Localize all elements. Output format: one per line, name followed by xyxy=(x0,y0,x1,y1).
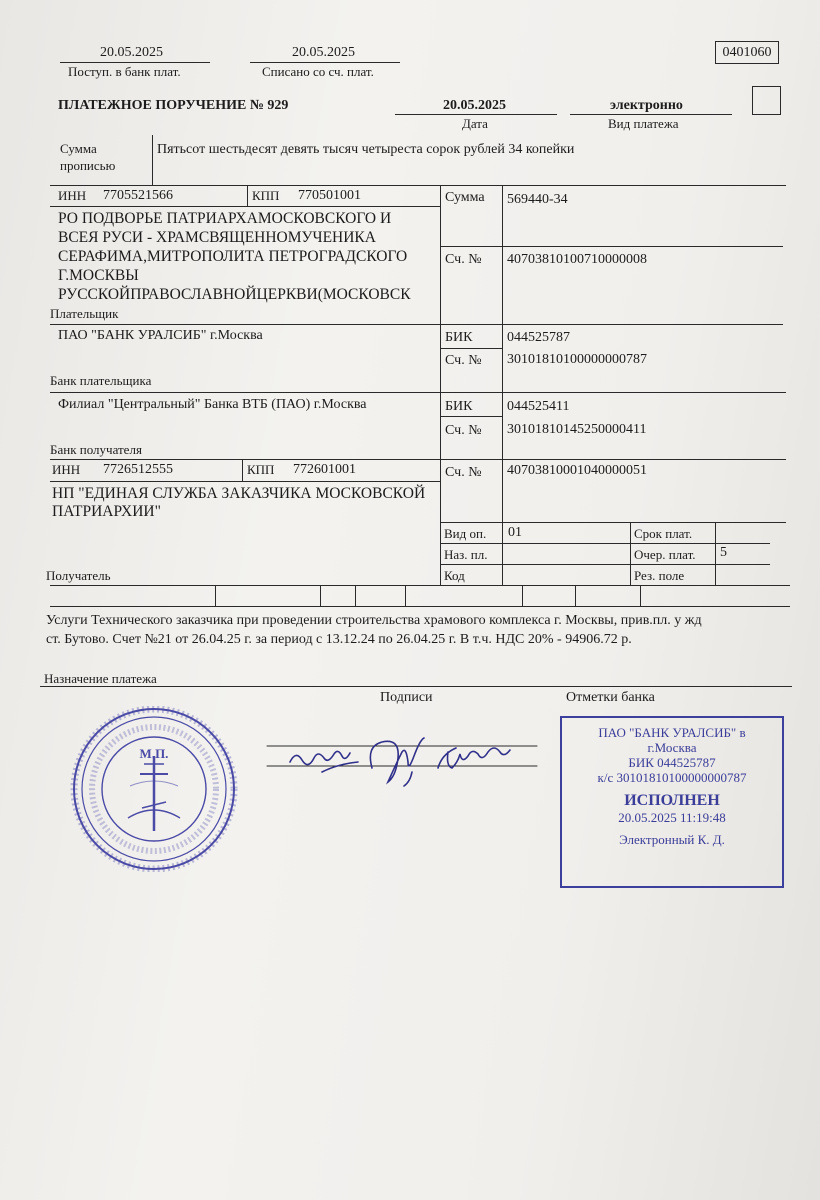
payer-bank-label: Банк плательщика xyxy=(50,373,152,388)
stamp-line-1: ПАО "БАНК УРАЛСИБ" в xyxy=(598,725,746,740)
payer-bank-bik-label: БИК xyxy=(445,330,473,345)
debited-label: Списано со сч. плат. xyxy=(262,64,374,79)
divider xyxy=(440,543,770,544)
divider xyxy=(40,686,792,687)
recipient-label: Получатель xyxy=(46,568,111,583)
payer-bank-account: 30101810100000000787 xyxy=(507,352,647,367)
divider xyxy=(570,114,732,115)
divider xyxy=(440,416,502,417)
divider xyxy=(50,481,440,482)
seal-mp-label: М.П. xyxy=(139,746,169,761)
payer-account-label: Сч. № xyxy=(445,252,482,267)
payer-inn-label: ИНН xyxy=(58,188,87,203)
recipient-kpp-label: КПП xyxy=(247,462,275,477)
divider xyxy=(215,585,216,606)
grid-line xyxy=(440,185,441,585)
recipient-bank-bik-label: БИК xyxy=(445,399,473,414)
divider xyxy=(440,564,770,565)
divider xyxy=(250,62,400,63)
payer-kpp-label: КПП xyxy=(252,188,280,203)
payment-type: электронно xyxy=(610,98,683,113)
recipient-bank-account-label: Сч. № xyxy=(445,423,482,438)
divider xyxy=(440,522,786,523)
amount-words-value: Пятьсот шестьдесят девять тысяч четыреста сорок рублей 34 копейки xyxy=(157,142,575,157)
recipient-bank-label: Банк получателя xyxy=(50,442,142,457)
priority-label: Очер. плат. xyxy=(634,547,696,562)
form-code: 0401060 xyxy=(715,41,779,64)
signature-text: шрей М.Глурио xyxy=(398,794,406,795)
divider xyxy=(320,585,321,606)
purpose-code-label: Наз. пл. xyxy=(444,547,488,562)
recipient-bank-bik: 044525411 xyxy=(507,399,570,414)
amount-label: Сумма xyxy=(445,190,485,205)
signatures-label: Подписи xyxy=(380,690,433,705)
payer-kpp: 770501001 xyxy=(298,188,361,203)
page-title: ПЛАТЕЖНОЕ ПОРУЧЕНИЕ № 929 xyxy=(58,98,289,113)
divider xyxy=(395,114,557,115)
payer-account: 40703810100710000008 xyxy=(507,252,647,267)
date-label: Дата xyxy=(462,116,488,131)
stamp-status: ИСПОЛНЕН xyxy=(624,792,720,809)
payer-label: Плательщик xyxy=(50,306,119,321)
recipient-kpp: 772601001 xyxy=(293,462,356,477)
divider xyxy=(50,324,783,325)
recipient-name-line: ПАТРИАРХИИ" xyxy=(52,503,161,520)
divider xyxy=(440,348,502,349)
divider xyxy=(50,585,790,586)
divider xyxy=(50,206,440,207)
recipient-account: 40703810001040000051 xyxy=(507,463,647,478)
recipient-inn: 7726512555 xyxy=(103,462,173,477)
divider xyxy=(522,585,523,606)
divider xyxy=(640,585,641,606)
stamp-timestamp: 20.05.2025 11:19:48 xyxy=(618,810,726,825)
divider xyxy=(630,522,631,585)
grid-line xyxy=(502,185,503,585)
purpose-label: Назначение платежа xyxy=(44,671,157,686)
payer-name-line: ВСЕЯ РУСИ - ХРАМСВЯЩЕННОМУЧЕНИКА xyxy=(58,229,376,246)
divider xyxy=(440,246,783,247)
signature-image xyxy=(262,728,542,798)
divider xyxy=(60,62,210,63)
divider xyxy=(50,392,786,393)
divider xyxy=(50,606,790,607)
bank-marks-label: Отметки банка xyxy=(566,690,655,705)
payer-name-line: РО ПОДВОРЬЕ ПАТРИАРХАМОСКОВСКОГО И xyxy=(58,210,392,227)
payment-type-label: Вид платежа xyxy=(608,116,679,131)
recipient-name-line: НП "ЕДИНАЯ СЛУЖБА ЗАКАЗЧИКА МОСКОВСКОЙ xyxy=(52,485,426,502)
priority-value: 5 xyxy=(720,545,727,560)
op-type-value: 01 xyxy=(508,525,522,540)
bank-execution-stamp xyxy=(560,716,784,888)
divider xyxy=(355,585,356,606)
order-date: 20.05.2025 xyxy=(443,98,506,113)
stamp-line-3: БИК 044525787 xyxy=(628,755,716,770)
amount-words-label-2: прописью xyxy=(60,158,116,173)
stamp-operator: Электронный К. Д. xyxy=(619,832,725,847)
recipient-bank-name: Филиал "Центральный" Банка ВТБ (ПАО) г.Москва xyxy=(58,397,367,412)
round-seal-image xyxy=(70,706,238,872)
code-label: Код xyxy=(444,568,465,583)
divider xyxy=(50,185,786,186)
divider xyxy=(575,585,576,606)
divider xyxy=(715,522,716,585)
payer-bank-name: ПАО "БАНК УРАЛСИБ" г.Москва xyxy=(58,328,263,343)
divider xyxy=(242,459,243,481)
amount-words-label: Сумма xyxy=(60,141,97,156)
payer-inn: 7705521566 xyxy=(103,188,173,203)
reserve-label: Рез. поле xyxy=(634,568,685,583)
recipient-account-label: Сч. № xyxy=(445,465,482,480)
debited-date: 20.05.2025 xyxy=(292,45,355,60)
payer-bank-bik: 044525787 xyxy=(507,330,570,345)
purpose-line-1: Услуги Технического заказчика при проведении строительства храмового комплекса г. Москвы, прив.пл. у жд xyxy=(46,613,702,628)
recipient-bank-account: 30101810145250000411 xyxy=(507,422,647,437)
empty-checkbox xyxy=(752,86,781,115)
payer-name-line: РУССКОЙПРАВОСЛАВНОЙЦЕРКВИ(МОСКОВСК xyxy=(58,286,411,303)
stamp-line-4: к/с 30101810100000000787 xyxy=(597,770,747,785)
stamp-line-2: г.Москва xyxy=(647,740,697,755)
purpose-line-2: ст. Бутово. Счет №21 от 26.04.25 г. за период с 13.12.24 по 26.04.25 г. В т.ч. НДС 20% - 94906.72 р. xyxy=(46,632,632,647)
payer-name-line: СЕРАФИМА,МИТРОПОЛИТА ПЕТРОГРАДСКОГО xyxy=(58,248,408,265)
divider xyxy=(405,585,406,606)
op-type-label: Вид оп. xyxy=(444,526,487,541)
payer-bank-account-label: Сч. № xyxy=(445,353,482,368)
term-label: Срок плат. xyxy=(634,526,693,541)
received-label: Поступ. в банк плат. xyxy=(68,64,181,79)
received-date: 20.05.2025 xyxy=(100,45,163,60)
amount-value: 569440-34 xyxy=(507,192,568,207)
recipient-inn-label: ИНН xyxy=(52,462,81,477)
divider xyxy=(152,135,153,185)
divider xyxy=(50,459,786,460)
payer-name-line: Г.МОСКВЫ xyxy=(58,267,139,284)
divider xyxy=(247,185,248,206)
